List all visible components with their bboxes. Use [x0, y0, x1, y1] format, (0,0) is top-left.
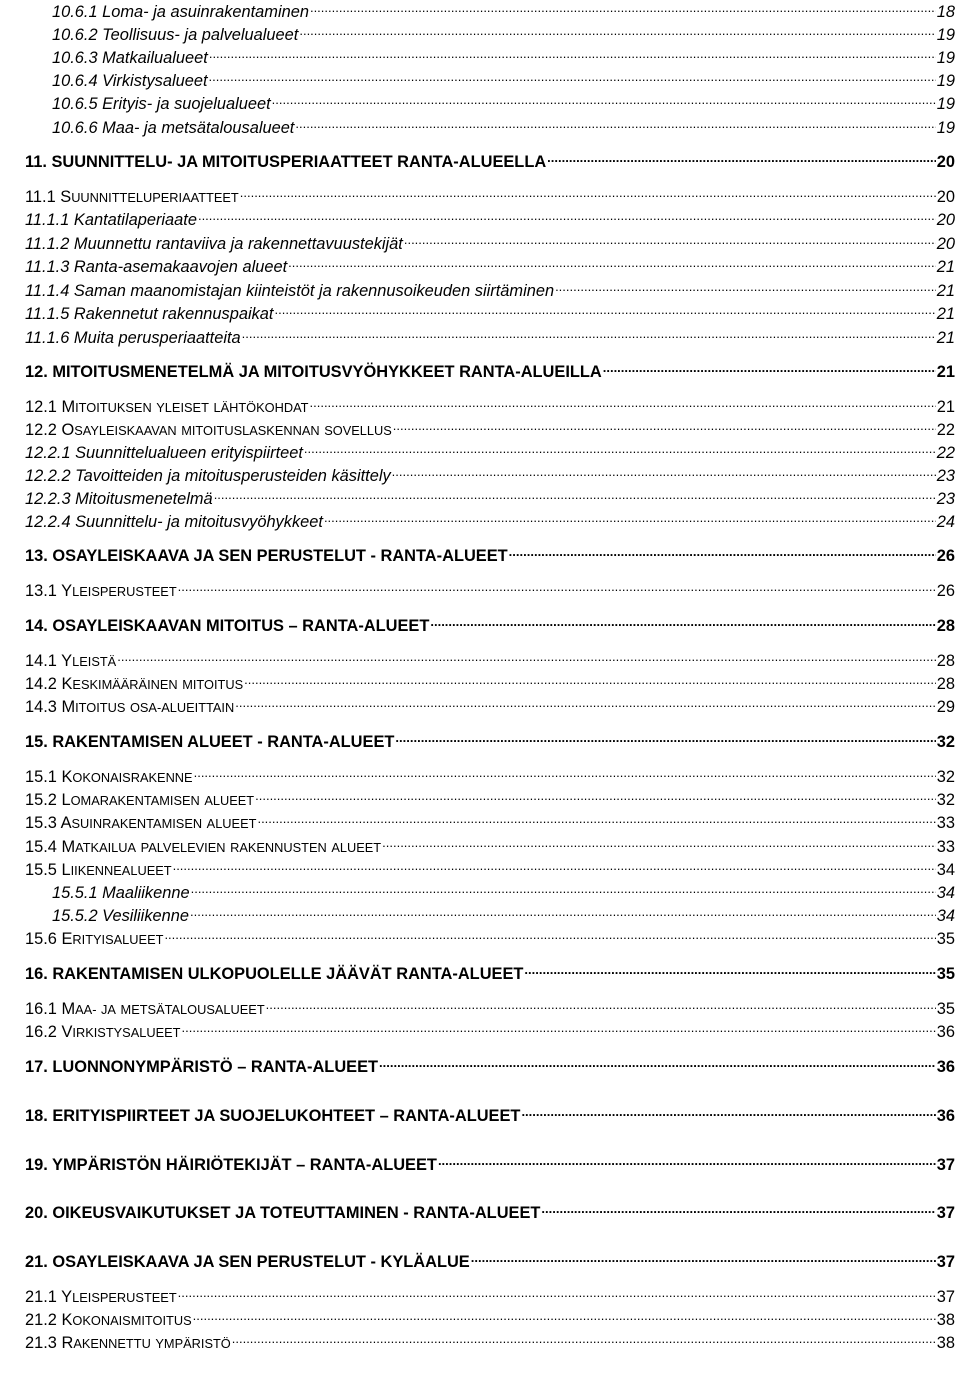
toc-page-number: 20 — [936, 235, 955, 253]
toc-entry-title — [52, 2, 310, 22]
toc-page-number: 20 — [936, 211, 955, 229]
toc-entry-label: YMPÄRISTÖN HÄIRIÖTEKIJÄT – RANTA-ALUEET — [52, 1156, 437, 1174]
toc-entry-title — [25, 1022, 182, 1043]
toc-page-number: 23 — [936, 467, 955, 485]
toc-entry-title — [25, 929, 164, 950]
toc-entry-number: 15.5.2 — [52, 907, 103, 925]
toc-entry-number: 13. — [25, 547, 53, 565]
toc-entry-number: 10.6.4 — [52, 72, 103, 90]
toc-entry[interactable] — [25, 1057, 955, 1077]
toc-entry-title — [25, 1057, 379, 1077]
toc-entry[interactable] — [25, 929, 955, 950]
toc-entry-title — [25, 512, 324, 532]
toc-page-number: 36 — [936, 1107, 955, 1125]
toc-entry-number: 15.5.1 — [52, 884, 103, 902]
toc-entry-label: MITOITUS OSA-ALUEITTAIN — [61, 698, 235, 716]
toc-page-number: 36 — [936, 1023, 955, 1041]
toc-entry-number: 15.3 — [25, 814, 61, 832]
toc-entry-number: 13.1 — [25, 582, 62, 600]
toc-leader-dots — [209, 51, 936, 63]
toc-entry[interactable] — [25, 257, 955, 277]
toc-page-number: 28 — [936, 675, 955, 693]
toc-page-number: 32 — [936, 733, 955, 751]
toc-entry[interactable] — [52, 883, 955, 903]
toc-page-number: 19 — [936, 95, 955, 113]
toc-leader-dots — [541, 1206, 935, 1218]
toc-entry-number: 11.1.5 — [25, 305, 74, 323]
toc-page-number: 38 — [936, 1334, 955, 1352]
toc-entry-title — [52, 94, 272, 114]
toc-entry-label: ERITYISALUEET — [61, 930, 164, 948]
toc-leader-dots — [240, 190, 936, 202]
toc-entry-title — [25, 999, 266, 1020]
toc-entry-title — [25, 964, 524, 984]
toc-entry[interactable] — [25, 837, 955, 858]
toc-leader-dots — [547, 155, 936, 167]
toc-leader-dots — [194, 770, 936, 782]
toc-entry-number: 14.3 — [25, 698, 62, 716]
toc-page-number: 33 — [936, 814, 955, 832]
toc-entry[interactable] — [25, 420, 955, 441]
toc-entry[interactable] — [25, 187, 955, 208]
toc-leader-dots — [193, 1313, 936, 1325]
toc-entry[interactable] — [25, 999, 955, 1020]
toc-entry[interactable] — [25, 767, 955, 788]
toc-leader-dots — [395, 735, 935, 747]
toc-entry[interactable] — [52, 25, 955, 45]
toc-leader-dots — [521, 1109, 935, 1121]
toc-entry-title — [25, 1310, 193, 1331]
toc-entry-title — [25, 651, 117, 672]
toc-leader-dots — [173, 863, 936, 875]
toc-entry-number: 12.2.2 — [25, 467, 76, 485]
toc-page-number: 35 — [936, 930, 955, 948]
toc-entry-number: 11.1.2 — [25, 235, 74, 253]
toc-entry-number: 15. — [25, 733, 53, 751]
toc-page-number: 28 — [936, 652, 955, 670]
toc-entry-title — [25, 581, 178, 602]
toc-leader-dots — [272, 97, 936, 109]
toc-entry-number: 16.1 — [25, 1000, 62, 1018]
toc-entry-number: 15.6 — [25, 930, 62, 948]
toc-entry-title — [25, 152, 547, 172]
toc-entry-title — [25, 362, 603, 382]
toc-entry-number: 15.1 — [25, 768, 62, 786]
toc-entry[interactable] — [25, 697, 955, 718]
toc-entry-title — [52, 118, 295, 138]
toc-leader-dots — [304, 446, 936, 458]
toc-entry-title — [25, 790, 255, 811]
toc-entry-label: Ranta-asemakaavojen alueet — [73, 258, 288, 276]
toc-entry[interactable] — [25, 466, 955, 486]
toc-entry-title — [25, 420, 393, 441]
toc-entry-title — [52, 883, 191, 903]
toc-entry-label: YLEISTÄ — [61, 652, 117, 670]
toc-entry-title — [52, 71, 209, 91]
toc-entry[interactable] — [25, 813, 955, 834]
toc-page-number: 21 — [936, 398, 955, 416]
toc-entry-title — [25, 767, 194, 788]
toc-entry[interactable] — [25, 1203, 955, 1223]
toc-entry[interactable] — [25, 443, 955, 463]
toc-leader-dots — [117, 654, 936, 666]
toc-leader-dots — [191, 886, 936, 898]
toc-entry-number: 18. — [25, 1107, 53, 1125]
toc-page-number: 24 — [936, 513, 955, 531]
toc-leader-dots — [310, 400, 936, 412]
toc-leader-dots — [242, 331, 936, 343]
toc-leader-dots — [190, 909, 936, 921]
toc-entry-label: Maa- ja metsätalousalueet — [102, 119, 295, 137]
toc-entry[interactable] — [25, 304, 955, 324]
toc-leader-dots — [393, 423, 936, 435]
toc-entry-label: Tavoitteiden ja mitoitusperusteiden käsittely — [75, 467, 391, 485]
toc-entry-number: 12.1 — [25, 398, 62, 416]
toc-entry-number: 14.2 — [25, 675, 62, 693]
toc-leader-dots — [382, 840, 936, 852]
toc-leader-dots — [404, 237, 936, 249]
toc-entry[interactable] — [25, 1287, 955, 1308]
toc-page-number: 18 — [936, 3, 955, 21]
toc-entry-number: 21.1 — [25, 1288, 62, 1306]
toc-entry-title — [52, 48, 209, 68]
toc-entry[interactable] — [25, 1106, 955, 1126]
toc-entry-title — [25, 328, 242, 348]
toc-page-number: 22 — [936, 421, 955, 439]
toc-entry-label: KESKIMÄÄRÄINEN MITOITUS — [61, 675, 244, 693]
toc-entry-number: 12. — [25, 363, 53, 381]
toc-leader-dots — [178, 1290, 936, 1302]
toc-entry-label: Vesiliikenne — [102, 907, 189, 925]
toc-entry[interactable] — [25, 651, 955, 672]
toc-page-number: 21 — [936, 258, 955, 276]
toc-entry-number: 11. — [25, 153, 52, 171]
toc-entry-label: RAKENNETTU YMPÄRISTÖ — [61, 1334, 231, 1352]
toc-entry[interactable] — [52, 118, 955, 138]
toc-entry-number: 21.3 — [25, 1334, 62, 1352]
toc-entry-label: Suunnittelualueen erityispiirteet — [75, 444, 303, 462]
toc-page-number: 26 — [936, 547, 955, 565]
toc-entry-title — [52, 25, 299, 45]
toc-entry-label: Virkistysalueet — [102, 72, 208, 90]
toc-entry-title — [25, 1155, 438, 1175]
toc-leader-dots — [379, 1060, 936, 1072]
toc-entry-title — [25, 443, 304, 463]
toc-entry-title — [25, 1333, 232, 1354]
toc-leader-dots — [392, 469, 936, 481]
toc-entry-title — [25, 860, 173, 881]
toc-page-number: 26 — [936, 582, 955, 600]
toc-entry-number: 12.2 — [25, 421, 62, 439]
toc-page-number: 36 — [936, 1058, 955, 1076]
toc-entry-label: Rakennetut rakennuspaikat — [73, 305, 274, 323]
toc-entry-number: 17. — [25, 1058, 53, 1076]
toc-leader-dots — [255, 793, 936, 805]
toc-entry-label: OSAYLEISKAAVA JA SEN PERUSTELUT - RANTA-ALUEET — [52, 547, 508, 565]
toc-leader-dots — [295, 121, 935, 133]
toc-entry-number: 12.2.1 — [25, 444, 76, 462]
toc-entry-number: 11.1.6 — [25, 329, 74, 347]
toc-entry[interactable] — [25, 512, 955, 532]
toc-entry-title — [25, 813, 257, 834]
toc-entry-number: 10.6.2 — [52, 26, 103, 44]
toc-page-number: 34 — [936, 907, 955, 925]
toc-leader-dots — [164, 932, 935, 944]
toc-entry-number: 11.1.4 — [25, 282, 74, 300]
toc-page-number: 32 — [936, 768, 955, 786]
toc-entry[interactable] — [25, 1252, 955, 1272]
toc-entry-label: KOKONAISRAKENNE — [61, 768, 193, 786]
toc-entry-label: MATKAILUA PALVELEVIEN RAKENNUSTEN ALUEET — [61, 838, 382, 856]
toc-entry-label: MAA- JA METSÄTALOUSALUEET — [61, 1000, 265, 1018]
toc-entry-number: 19. — [25, 1156, 53, 1174]
toc-entry-label: VIRKISTYSALUEET — [61, 1023, 181, 1041]
toc-entry-label: OIKEUSVAIKUTUKSET JA TOTEUTTAMINEN - RANTA-ALUEET — [52, 1204, 541, 1222]
toc-entry-title — [25, 397, 310, 418]
toc-entry-label: LIIKENNEALUEET — [61, 861, 172, 879]
toc-entry[interactable] — [25, 964, 955, 984]
toc-entry[interactable] — [25, 234, 955, 254]
toc-leader-dots — [288, 260, 936, 272]
toc-page-number: 28 — [936, 617, 955, 635]
toc-entry-label: LOMARAKENTAMISEN ALUEET — [61, 791, 255, 809]
toc-entry-title — [25, 210, 198, 230]
toc-leader-dots — [274, 307, 935, 319]
toc-leader-dots — [509, 549, 936, 561]
toc-entry-title — [25, 304, 274, 324]
toc-entry-title — [25, 489, 214, 509]
toc-leader-dots — [310, 5, 936, 17]
toc-entry[interactable] — [25, 1022, 955, 1043]
toc-page-number: 19 — [936, 26, 955, 44]
toc-page-number: 32 — [936, 791, 955, 809]
toc-page-number: 19 — [936, 119, 955, 137]
toc-entry-label: OSAYLEISKAAVAN MITOITUSLASKENNAN SOVELLUS — [61, 421, 392, 439]
toc-entry-label: Loma- ja asuinrakentaminen — [102, 3, 309, 21]
toc-entry-label: Muita perusperiaatteita — [73, 329, 241, 347]
toc-entry-number: 21. — [25, 1253, 53, 1271]
toc-page-number: 37 — [936, 1156, 955, 1174]
toc-entry[interactable] — [25, 581, 955, 602]
toc-entry-number: 15.4 — [25, 838, 62, 856]
toc-entry[interactable] — [25, 1310, 955, 1331]
toc-page-number: 21 — [936, 282, 955, 300]
toc-entry[interactable] — [52, 2, 955, 22]
toc-entry-number: 15.2 — [25, 791, 62, 809]
toc-entry-label: KOKONAISMITOITUS — [61, 1311, 192, 1329]
toc-page-number: 34 — [936, 861, 955, 879]
toc-entry-number: 10.6.5 — [52, 95, 103, 113]
toc-entry-number: 16.2 — [25, 1023, 62, 1041]
toc-entry-title — [25, 1287, 178, 1308]
toc-leader-dots — [244, 677, 936, 689]
toc-page-number: 37 — [936, 1288, 955, 1306]
toc-entry-number: 14. — [25, 617, 53, 635]
toc-entry-label: MITOITUSMENETELMÄ JA MITOITUSVYÖHYKKEET RANTA-ALUEILLA — [52, 363, 602, 381]
toc-entry[interactable] — [25, 362, 955, 382]
toc-entry-number: 11.1.3 — [25, 258, 74, 276]
toc-entry-title — [25, 1252, 471, 1272]
toc-entry[interactable] — [25, 397, 955, 418]
toc-page-number: 37 — [936, 1253, 955, 1271]
toc-entry-label: LUONNONYMPÄRISTÖ – RANTA-ALUEET — [52, 1058, 379, 1076]
toc-entry[interactable] — [52, 71, 955, 91]
toc-entry-label: Suunnittelu- ja mitoitusvyöhykkeet — [75, 513, 323, 531]
toc-entry-number: 14.1 — [25, 652, 62, 670]
toc-entry-label: SUUNNITTELU- JA MITOITUSPERIAATTEET RANTA-ALUEELLA — [51, 153, 547, 171]
toc-entry[interactable] — [52, 48, 955, 68]
toc-entry[interactable] — [25, 732, 955, 752]
toc-page-number: 37 — [936, 1204, 955, 1222]
toc-entry-title — [25, 1203, 541, 1223]
toc-leader-dots — [182, 1025, 936, 1037]
toc-entry[interactable] — [25, 1155, 955, 1175]
toc-entry-title — [25, 674, 244, 695]
toc-page-number: 35 — [936, 1000, 955, 1018]
toc-page-number: 22 — [936, 444, 955, 462]
toc-entry-label: Erityis- ja suojelualueet — [102, 95, 271, 113]
toc-page-number: 38 — [936, 1311, 955, 1329]
toc-page-number: 19 — [936, 72, 955, 90]
toc-entry-label: YLEISPERUSTEET — [61, 582, 177, 600]
toc-entry-number: 10.6.6 — [52, 119, 103, 137]
toc-entry-label: ASUINRAKENTAMISEN ALUEET — [60, 814, 257, 832]
toc-entry[interactable] — [25, 546, 955, 566]
toc-entry[interactable] — [25, 281, 955, 301]
toc-leader-dots — [214, 492, 936, 504]
toc-entry-number: 10.6.1 — [52, 3, 103, 21]
toc-entry-title — [52, 906, 190, 926]
toc-entry-label: SUUNNITTELUPERIAATTEET — [60, 188, 239, 206]
toc-entry-number: 11.1 — [25, 188, 61, 206]
toc-page-number: 23 — [936, 490, 955, 508]
toc-page-number: 34 — [936, 884, 955, 902]
toc-entry[interactable] — [25, 860, 955, 881]
toc-leader-dots — [603, 365, 936, 377]
toc-leader-dots — [257, 816, 935, 828]
toc-entry[interactable] — [25, 674, 955, 695]
toc-entry-title — [25, 616, 430, 636]
toc-entry-title — [25, 466, 392, 486]
toc-entry-label: Kantatilaperiaate — [73, 211, 197, 229]
toc-entry-number: 16. — [25, 965, 53, 983]
toc-entry[interactable] — [25, 1333, 955, 1354]
toc-entry[interactable] — [25, 616, 955, 636]
toc-entry-label: RAKENTAMISEN ALUEET - RANTA-ALUEET — [52, 733, 395, 751]
toc-entry-number: 20. — [25, 1204, 53, 1222]
toc-page-number: 19 — [936, 49, 955, 67]
toc-leader-dots — [198, 213, 936, 225]
toc-page-number: 21 — [936, 305, 955, 323]
toc-entry-label: OSAYLEISKAAVA JA SEN PERUSTELUT - KYLÄALUE — [52, 1253, 470, 1271]
toc-entry-label: Muunnettu rantaviiva ja rakennettavuustekijät — [73, 235, 403, 253]
toc-entry[interactable] — [52, 906, 955, 926]
toc-leader-dots — [430, 619, 935, 631]
toc-entry-label: RAKENTAMISEN ULKOPUOLELLE JÄÄVÄT RANTA-ALUEET — [52, 965, 524, 983]
toc-page-number: 35 — [936, 965, 955, 983]
toc-leader-dots — [235, 700, 936, 712]
toc-leader-dots — [299, 28, 935, 40]
toc-entry[interactable] — [52, 94, 955, 114]
toc-entry[interactable] — [25, 790, 955, 811]
toc-leader-dots — [324, 515, 936, 527]
toc-entry[interactable] — [25, 210, 955, 230]
toc-entry-number: 12.2.3 — [25, 490, 76, 508]
toc-entry-title — [25, 187, 240, 208]
toc-entry-title — [25, 281, 555, 301]
toc-entry-number: 10.6.3 — [52, 49, 103, 67]
toc-leader-dots — [178, 584, 936, 596]
toc-entry-title — [25, 837, 382, 858]
toc-entry-title — [25, 1106, 521, 1126]
toc-entry[interactable] — [25, 152, 955, 172]
toc-entry-number: 21.2 — [25, 1311, 62, 1329]
toc-entry-label: Saman maanomistajan kiinteistöt ja rakennusoikeuden siirtäminen — [73, 282, 555, 300]
toc-leader-dots — [232, 1336, 936, 1348]
toc-entry-title — [25, 546, 509, 566]
toc-leader-dots — [471, 1255, 936, 1267]
toc-leader-dots — [524, 967, 935, 979]
toc-page-number: 20 — [936, 153, 955, 171]
toc-entry-label: Matkailualueet — [102, 49, 208, 67]
toc-leader-dots — [209, 74, 936, 86]
toc-entry-label: MITOITUKSEN YLEISET LÄHTÖKOHDAT — [61, 398, 309, 416]
toc-entry-label: OSAYLEISKAAVAN MITOITUS – RANTA-ALUEET — [52, 617, 430, 635]
toc-entry-number: 15.5 — [25, 861, 62, 879]
toc-page-number: 29 — [936, 698, 955, 716]
toc-entry-title — [25, 697, 235, 718]
toc-entry[interactable] — [25, 489, 955, 509]
toc-entry[interactable] — [25, 328, 955, 348]
toc-entry-number: 12.2.4 — [25, 513, 76, 531]
toc-entry-label: Maaliikenne — [102, 884, 190, 902]
toc-entry-title — [25, 257, 288, 277]
toc-page-number: 33 — [936, 838, 955, 856]
toc-page-number: 21 — [936, 363, 955, 381]
toc-entry-title — [25, 732, 395, 752]
toc-entry-label: YLEISPERUSTEET — [61, 1288, 177, 1306]
toc-leader-dots — [555, 284, 936, 296]
toc-leader-dots — [438, 1158, 936, 1170]
toc-entry-number: 11.1.1 — [25, 211, 74, 229]
toc-entry-label: ERITYISPIIRTEET JA SUOJELUKOHTEET – RANTA-ALUEET — [52, 1107, 521, 1125]
toc-entry-label: Teollisuus- ja palvelualueet — [102, 26, 299, 44]
toc-leader-dots — [266, 1002, 936, 1014]
toc-entry-label: Mitoitusmenetelmä — [75, 490, 213, 508]
toc-page-number: 21 — [936, 329, 955, 347]
toc-entry-title — [25, 234, 404, 254]
toc-page-number: 20 — [936, 188, 955, 206]
